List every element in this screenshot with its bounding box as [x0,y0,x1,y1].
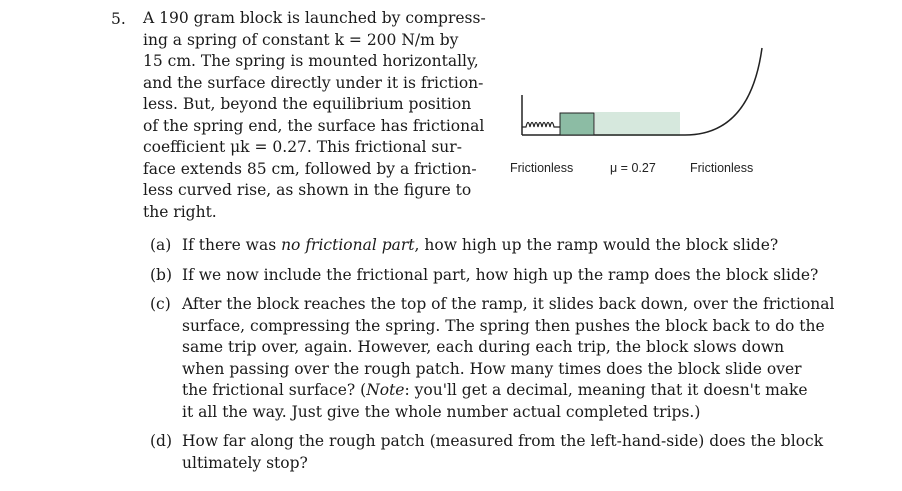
statement-line: face extends 85 cm, followed by a friction- [143,159,477,178]
part-marker: (d) [150,432,173,450]
statement-line: less curved rise, as shown in the figure to [143,181,472,199]
label-frictionless-left: Frictionless [510,161,574,175]
part-line: the frictional surface? (Note: you'll get a decimal, meaning that it doesn't make [182,381,808,399]
part-line: How far along the rough patch (measured from the left-hand-side) does the block [182,432,824,450]
spring-ramp-figure [500,40,790,200]
part-line: it all the way. Just give the whole number actual completed trips.) [182,402,701,421]
problem-statement [143,8,486,223]
part-line: ultimately stop? [182,453,308,472]
statement-line: 15 cm. The spring is mounted horizontally, [143,52,479,70]
statement-line: coefficient μk = 0.27. This frictional sur- [143,138,462,156]
spring [522,123,560,128]
part-line: If there was no frictional part, how high up the ramp would the block slide? [182,236,779,254]
figure-drawing [500,40,790,160]
statement-line: A 190 gram block is launched by compress- [143,9,486,27]
question-parts [150,235,835,482]
label-frictionless-right: Frictionless [690,161,754,175]
part-marker: (c) [150,295,171,313]
rough-patch [595,112,680,136]
part-line: After the block reaches the top of the ramp, it slides back down, over the frictional [182,295,835,313]
part-line: If we now include the frictional part, how high up the ramp does the block slide? [182,265,819,284]
part-b [150,265,819,287]
statement-line: ing a spring of constant k = 200 N/m by [143,30,459,49]
part-line: same trip over, again. However, each during each trip, the block slows down [182,338,785,356]
part-a [150,235,810,257]
part-line: surface, compressing the spring. The spring then pushes the block back to do the [182,316,825,335]
label-friction-coefficient: μ = 0.27 [610,161,656,175]
statement-line: the right. [143,202,217,221]
statement-line: and the surface directly under it is friction- [143,73,484,92]
statement-line: of the spring end, the surface has frictional [143,116,485,135]
statement-line: less. But, beyond the equilibrium position [143,95,472,113]
part-marker: (b) [150,265,173,284]
part-marker: (a) [150,236,172,254]
part-line: when passing over the rough patch. How many times does the block slide over [182,359,802,378]
part-c [150,294,835,423]
part-d [150,431,824,474]
problem-number: 5. [111,10,126,28]
block [560,113,594,135]
